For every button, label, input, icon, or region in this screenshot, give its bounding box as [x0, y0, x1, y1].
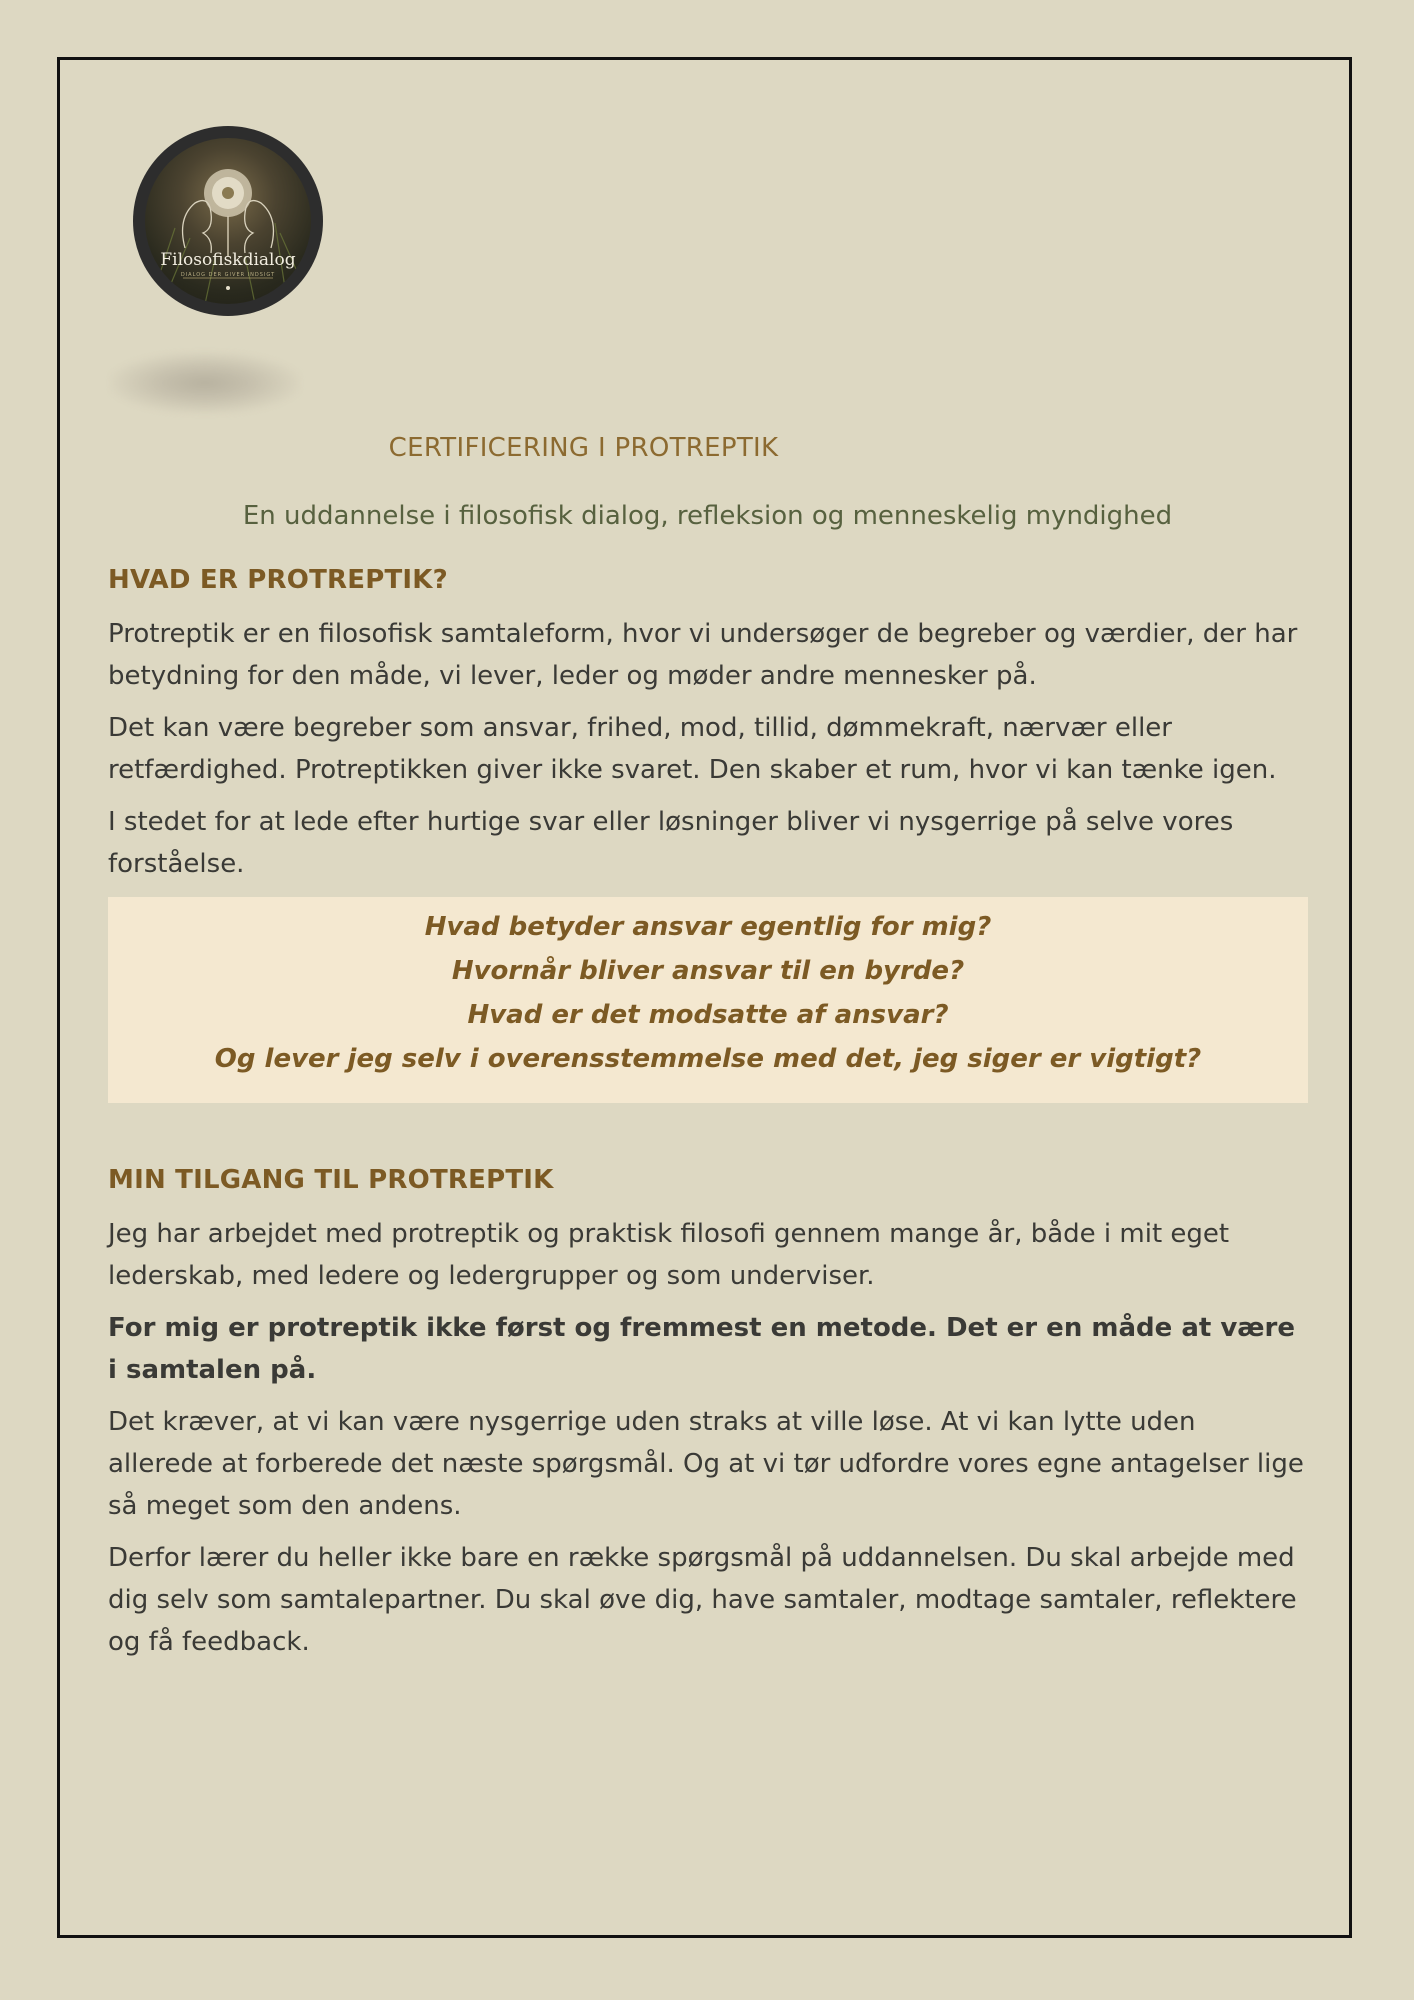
question-line: Hvad betyder ansvar egentlig for mig?: [424, 912, 992, 942]
paragraph: Det kan være begreber som ansvar, frihed, mod, tillid, dømmekraft, nærvær eller retfærdighed. Protreptikken giver ikke svaret. Den skaber et rum, hvor vi kan tænke igen.: [108, 713, 1277, 785]
blurred-image: [110, 352, 300, 414]
paragraph: I stedet for at lede efter hurtige svar eller løsninger bliver vi nysgerrige på selve vores forståelse.: [108, 807, 1234, 879]
document-title: CERTIFICERING I PROTREPTIK: [388, 433, 779, 463]
filosofiskdialog-logo: [133, 126, 323, 316]
paragraph: Derfor lærer du heller ikke bare en række spørgsmål på uddannelsen. Du skal arbejde med dig selv som samtalepartner. Du skal øve dig, have samtaler, modtage samtaler, reflektere og få feedback.: [108, 1543, 1297, 1657]
document-subtitle: En uddannelse i filosofisk dialog, refleksion og menneskelig myndighed: [242, 501, 1173, 531]
page-frame: [57, 57, 1352, 1938]
dandelion-icon: [145, 138, 311, 304]
logo-text: Filosofiskdialog: [160, 250, 296, 270]
section-heading-approach: MIN TILGANG TIL PROTREPTIK: [108, 1165, 554, 1195]
paragraph: Det kræver, at vi kan være nysgerrige uden straks at ville løse. At vi kan lytte uden allerede at forberede det næste spørgsmål. Og at vi tør udfordre vores egne antagelser lige så meget som den andens.: [108, 1407, 1304, 1521]
question-line: Hvad er det modsatte af ansvar?: [467, 1000, 949, 1030]
dandelion-logo-image: [145, 138, 311, 304]
paragraph: Jeg har arbejdet med protreptik og praktisk filosofi gennem mange år, både i mit eget lederskab, med ledere og ledergrupper og som underviser.: [108, 1219, 1230, 1291]
paragraph-emphasis: For mig er protreptik ikke først og fremmest en metode. Det er en måde at være i samtalen på.: [108, 1313, 1295, 1385]
questions-box: [108, 897, 1308, 1103]
paragraph: Protreptik er en filosofisk samtaleform, hvor vi undersøger de begreber og værdier, der har betydning for den måde, vi lever, leder og møder andre mennesker på.: [108, 619, 1298, 691]
logo-tagline: DIALOG DER GIVER INDSIGT: [180, 272, 276, 278]
question-line: Og lever jeg selv i overensstemmelse med det, jeg siger er vigtigt?: [214, 1044, 1202, 1074]
section-heading-what-is: HVAD ER PROTREPTIK?: [108, 565, 448, 595]
question-line: Hvornår bliver ansvar til en byrde?: [451, 956, 965, 986]
document-content: [108, 565, 1308, 1663]
